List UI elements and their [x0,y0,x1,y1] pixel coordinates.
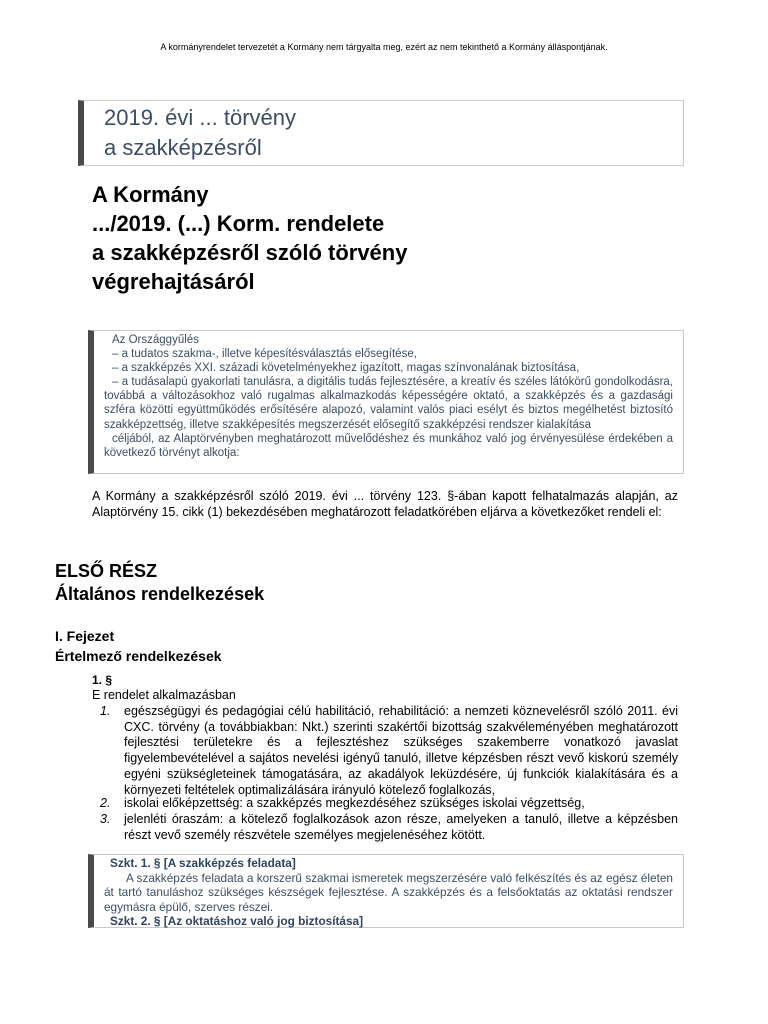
decree-title-line4: végrehajtásáról [92,269,255,294]
decree-title-line3: a szakképzésről szóló törvény [92,240,408,265]
list-item: jelenléti óraszám: a kötelező foglalkozások azon része, amelyeken a tanuló, illetve a képzésben részt vevő személy részvétele személyes megjelenéséhez kötött. [124,812,678,842]
decree-title [92,180,407,296]
part-label: ELSŐ RÉSZ [55,561,158,581]
preamble-line: – a szakképzés XXI. századi követelményekhez igazított, magas színvonalának biztosítása, [112,362,580,375]
law-excerpt-heading: Szkt. 2. § [Az oktatáshoz való jog biztosítása] [110,914,364,928]
list-item: iskolai előképzettség: a szakképzés megkezdéséhez szükséges iskolai végzettség, [124,796,585,810]
preamble-line: céljából, az Alaptörvényben meghatározott művelődéshez és munkához való jog érvényesülése érdekében a következő törvényt alkotja: [104,432,673,459]
list-item-number: 1. [100,704,111,718]
decree-title-line1: A Kormány [92,182,209,207]
chapter-title: Értelmező rendelkezések [55,648,222,664]
part-title: Általános rendelkezések [55,584,265,604]
preamble-line: Az Országgyűlés [112,334,199,346]
section-number: 1. § [92,673,113,687]
list-item-number: 3. [100,812,111,826]
list-item-number: 2. [100,796,111,810]
law-title-line2: a szakképzésről [104,135,262,160]
preamble-box [88,330,684,474]
intro-paragraph: A Kormány a szakképzésről szóló 2019. évi ... törvény 123. §-ában kapott felhatalmazás alapján, az Alaptörvény 15. cikk (1) bekezdésében meghatározott feladatkörében eljárva a következőket rendeli el: [92,489,678,519]
draft-notice: A kormányrendelet tervezetét a Kormány nem tárgyalta meg, ezért az nem tekinthető a Kormány álláspontjának. [160,42,608,52]
law-title-box [78,100,684,166]
decree-title-line2: .../2019. (...) Korm. rendelete [92,211,385,236]
law-excerpt-heading: Szkt. 1. § [A szakképzés feladata] [110,856,296,870]
law-title-line1: 2019. évi ... törvény [104,105,296,130]
list-item: egészségügyi és pedagógiai célú habilitáció, rehabilitáció: a nemzeti köznevelésről szóló 2011. évi CXC. törvény (a továbbiakban: Nkt.) szerinti szakértői bizottság szakvéleményében meghatározott fejlesztési területekre és a fejlesztéshez szükséges szakemberre vonatkozó javaslat figyelembevételével a sajátos nevelési igényű tanuló, illetve képzésben részt vevő kiskorú személy egyéni szükségleteinek támogatására, az akadályok leküzdésére, új funkciók kialakítására és a környezeti feltételek optimalizálására irányuló kötelező foglalkozás, [124,704,678,797]
preamble-line: – a tudatos szakma-, illetve képesítésválasztás elősegítése, [112,348,417,361]
law-excerpt-box [88,854,684,928]
chapter-label: I. Fejezet [55,628,115,644]
preamble-line: – a tudásalapú gyakorlati tanulásra, a digitális tudás fejlesztésére, a kreatív és széles látókörű gondolkodásra, továbbá a változásokhoz való rugalmas alkalmazkodás képességére oktató, a szakképzés és a gazdasági szféra közötti együttműködés erősítésére alapozó, valamint valós piaci esélyt és biztos megélhetést biztosító szakképzettség, illetve szakképesítés megszerzését elősegítő szakképzési rendszer kialakítása [104,376,673,431]
law-excerpt-text: A szakképzés feladata a korszerű szakmai ismeretek megszerzésére való felkészítés és az egész életen át tartó tanuláshoz szükséges készségek fejlesztése. A szakképzés és a felsőoktatás az oktatási rendszer egymásra épülő, szerves részei. [104,870,673,914]
section-intro: E rendelet alkalmazásban [92,688,236,702]
